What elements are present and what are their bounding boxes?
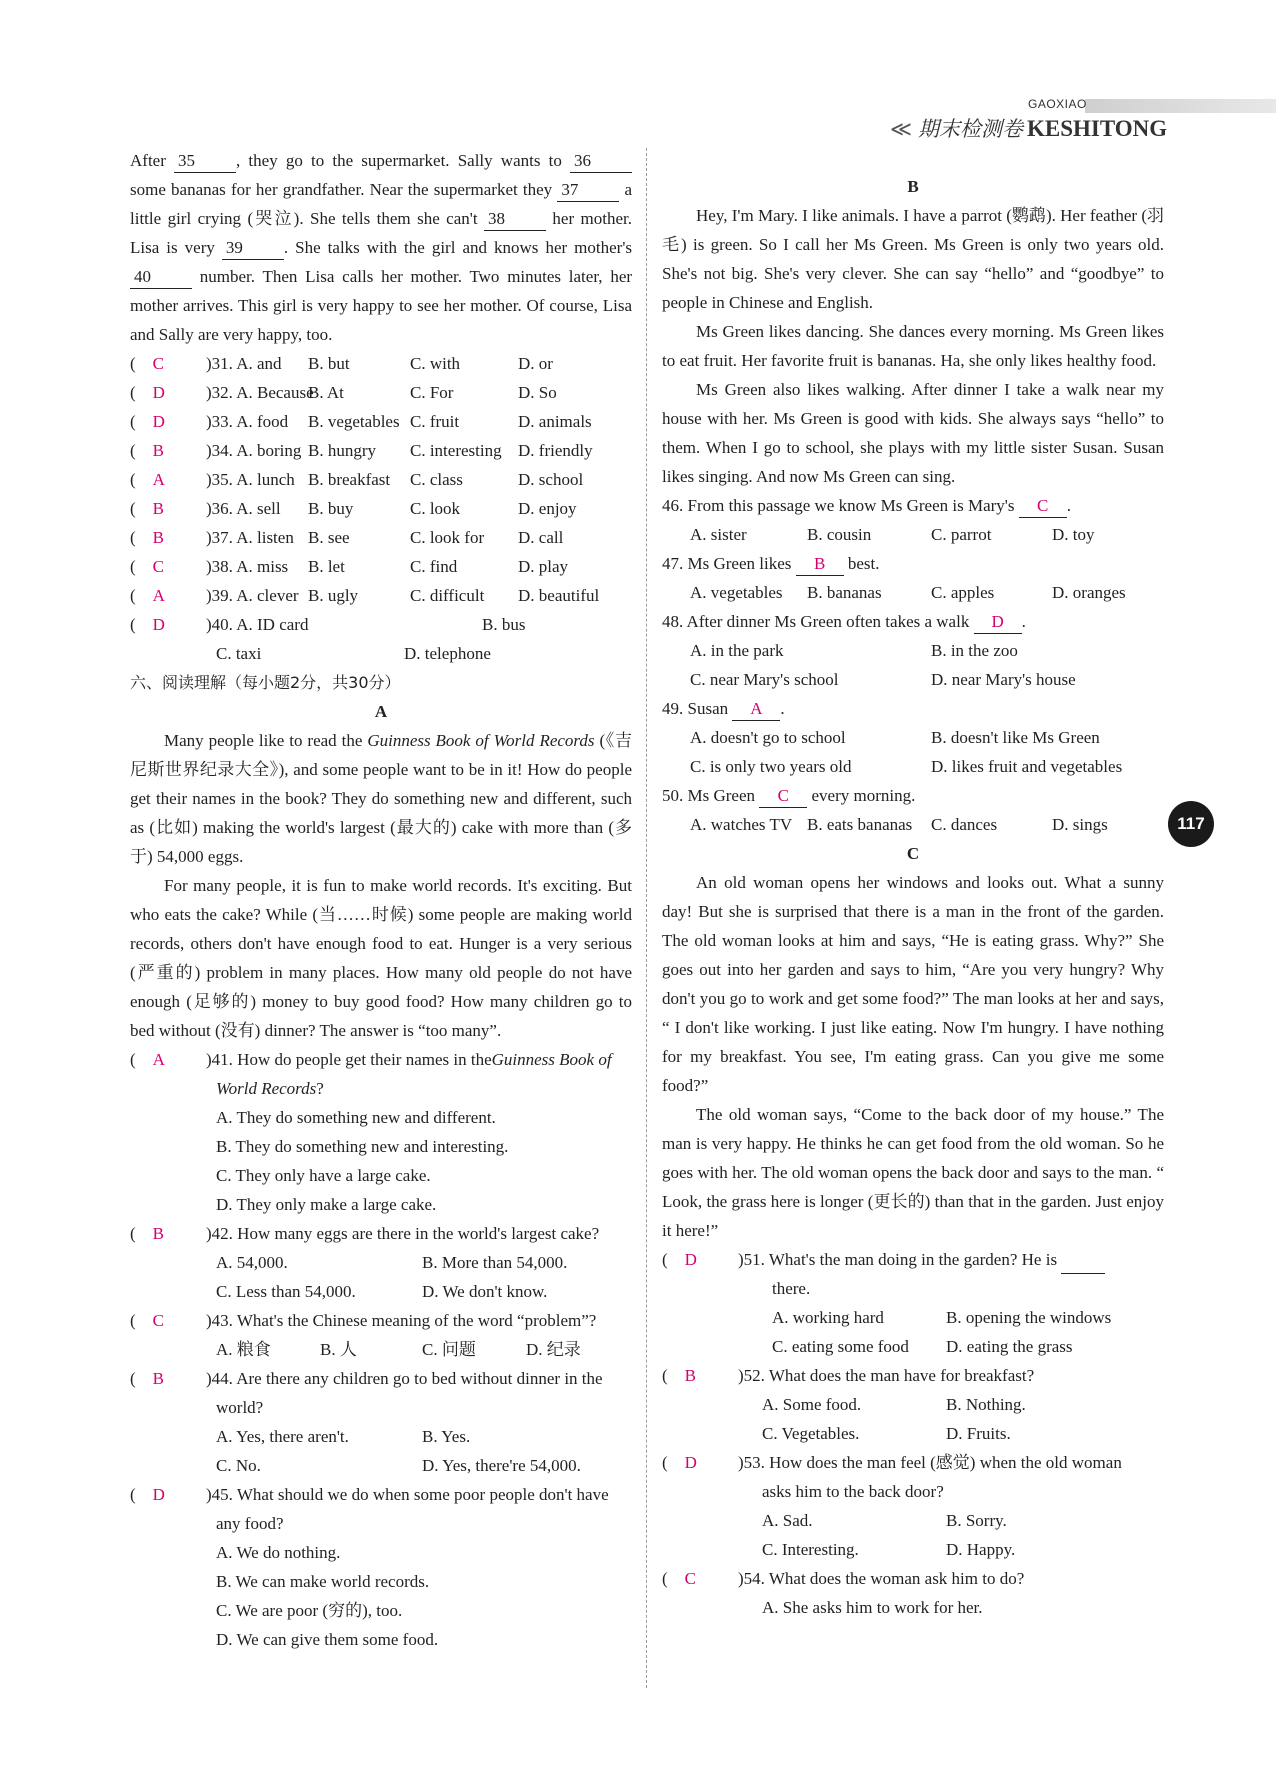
answer-paren: ( C — [130, 557, 165, 576]
option-d: D. Fruits. — [946, 1424, 1011, 1443]
answer-mark: B — [796, 553, 844, 576]
cloze-question-row — [130, 407, 632, 436]
question-stem-cont: asks him to the back door? — [762, 1482, 944, 1501]
cloze-question-list — [130, 349, 632, 610]
page-number-badge: 117 — [1168, 801, 1214, 847]
spacer — [130, 639, 216, 668]
cloze-text: After — [130, 151, 166, 170]
question-49: 49. Susan A . A. doesn't go to school B. doesn't like Ms Green C. is only two years old D. likes fruit and vegetables — [662, 694, 1164, 781]
cloze-blank-36: 36 — [570, 150, 632, 173]
option-a: A. They do something new and different. — [216, 1108, 496, 1127]
question-number: )37. A. listen — [206, 528, 294, 547]
option-c: C. No. — [216, 1456, 261, 1475]
answer-mark: C — [759, 785, 807, 808]
passage-a-paragraph-2: For many people, it is fun to make world records. It's exciting. But who eats the cake? While (当……时候) some people are making world records, others don't have enough food to eat. Hunger is a very serious (严重的) problem in many places. How many old people do not have enough (足够的) money to buy good food? How many children go to bed without (没有) dinner? The answer is “too many”. — [130, 876, 632, 1040]
answer-paren: ( A — [130, 1050, 165, 1069]
question-50 — [662, 781, 1164, 839]
option-b: B. ugly — [308, 586, 359, 605]
option-a: A. watches TV — [690, 815, 793, 834]
cloze-question-row — [130, 523, 632, 552]
cloze-question-row — [130, 378, 632, 407]
cloze-text: . She talks with the girl and knows — [283, 238, 539, 257]
section-title: 六、阅读理解（每小题2分，共30分） — [130, 673, 401, 692]
option-a: A. Yes, there aren't. — [216, 1427, 349, 1446]
option-b: B. Sorry. — [946, 1511, 1007, 1530]
passage-c-paragraph-1: An old woman opens her windows and looks out. What a sunny day! But she is surprised that there is a man in the front of the garden. The old woman looks at him and says, “He is eating grass. Why?” She goes out into her garden and says to him, “Are you very hungry? Why don't you go to work and get some food?” The man looks at her and says, “ I don't like working. I just like eating. Now I'm hungry. I have nothing for my breakfast. You see, I'm eating grass. Can you give me some food?” — [662, 873, 1164, 1095]
option-d: D. friendly — [518, 441, 593, 460]
option-b: B. They do something new and interesting. — [216, 1137, 509, 1156]
text: Many people like to read the — [164, 731, 368, 750]
option-c: C. taxi — [216, 644, 262, 663]
question-stem: 47. Ms Green likes — [662, 554, 792, 573]
question-46: 46. From this passage we know Ms Green is Mary's C . A. sister B. cousin C. parrot D. toy — [662, 491, 1164, 549]
passage-b-heading: B — [907, 177, 919, 196]
question-stem-cont — [130, 1074, 632, 1103]
option-d: D. likes fruit and vegetables — [931, 757, 1123, 776]
option-d: D. sings — [1052, 815, 1108, 834]
answer-mark: D — [152, 615, 165, 634]
option-b: B. At — [308, 383, 344, 402]
answer-mark: D — [974, 611, 1022, 634]
answer-paren: ( C — [130, 1311, 165, 1330]
question-number: )38. A. miss — [206, 557, 289, 576]
question-stem: best. — [847, 554, 880, 573]
option-d: D. toy — [1052, 525, 1095, 544]
option-b: B. vegetables — [308, 412, 400, 431]
answer-mark: B — [684, 1366, 697, 1385]
option-b: B. cousin — [807, 525, 872, 544]
answer-mark: B — [152, 1369, 165, 1388]
question-47 — [662, 549, 1164, 607]
cloze-blank-37: 37 — [557, 179, 619, 202]
cloze-text: a little girl crying (哭泣). She tells them she can't — [130, 180, 633, 228]
cloze-text: some bananas for her grandfather. Near the supermarket they — [130, 180, 553, 199]
cloze-passage — [130, 146, 632, 349]
option-d: D. animals — [518, 412, 592, 431]
answer-paren: ( B — [130, 499, 165, 518]
question-stem: )43. What's the Chinese meaning of the word “problem”? — [206, 1311, 597, 1330]
passage-a-paragraph-1 — [130, 726, 632, 871]
passage-c-paragraph-2: The old woman says, “Come to the back door of my house.” The man is very happy. He thinks he can get food from the old woman. So he goes with her. The old woman opens the back door and says to the man. “ Look, the grass here is longer (更长的) than that in the garden. Just enjoy it here!” — [662, 1105, 1164, 1240]
header-bar — [1085, 99, 1276, 113]
question-number: )32. A. Because — [206, 383, 314, 402]
cloze-blank-40: 40 — [130, 266, 192, 289]
answer-paren: ( C — [130, 354, 165, 373]
answer-mark: C — [152, 557, 165, 576]
option-d: D. near Mary's house — [931, 670, 1076, 689]
question-number: )36. A. sell — [206, 499, 281, 518]
answer-paren: ( B — [130, 1224, 165, 1243]
cloze-text: her mother. Lisa is very — [130, 209, 633, 257]
option-d: D. They only make a large cake. — [216, 1195, 437, 1214]
book-title: Guinness Book of World Records — [367, 731, 595, 750]
option-a: A. She asks him to work for her. — [762, 1598, 983, 1617]
question-45 — [130, 1480, 632, 1654]
answer-mark: A — [732, 698, 780, 721]
option-d: D. We can give them some food. — [216, 1630, 439, 1649]
answer-mark: D — [684, 1453, 697, 1472]
question-stem: )41. How do people get their names in the — [206, 1050, 492, 1069]
option-a: A. Sad. — [762, 1511, 813, 1530]
question-number: )31. A. and — [206, 354, 282, 373]
question-42 — [130, 1219, 632, 1306]
option-b: B. Yes. — [422, 1427, 471, 1446]
question-number: )40. A. ID card — [206, 615, 309, 634]
question-54 — [662, 1564, 1164, 1622]
answer-paren: ( D — [130, 412, 165, 431]
option-d: D. eating the grass — [946, 1337, 1073, 1356]
cloze-blank-38: 38 — [484, 208, 546, 231]
question-stem: )42. How many eggs are there in the world's largest cake? — [206, 1224, 600, 1243]
option-c: C. find — [410, 557, 458, 576]
question-number: )34. A. boring — [206, 441, 302, 460]
question-stem: )52. What does the man have for breakfast? — [738, 1366, 1035, 1385]
option-b: B. bananas — [807, 583, 882, 602]
chevron-left-icon: ≪ — [890, 117, 912, 141]
answer-mark: A — [152, 470, 165, 489]
question-stem: 48. After dinner Ms Green often takes a walk — [662, 612, 970, 631]
book-title: World Records — [216, 1079, 317, 1098]
option-d: D. school — [518, 470, 584, 489]
cloze-text: , they go to the supermarket. Sally wants to — [236, 151, 562, 170]
option-d: D. So — [518, 383, 557, 402]
cloze-question-row — [130, 581, 632, 610]
option-b: B. doesn't like Ms Green — [931, 728, 1100, 747]
spacer — [394, 610, 482, 639]
answer-paren: ( D — [130, 383, 165, 402]
option-b: B. 人 — [320, 1340, 357, 1359]
option-b: B. More than 54,000. — [422, 1253, 568, 1272]
option-d: D. We don't know. — [422, 1282, 548, 1301]
option-b: B. eats bananas — [807, 815, 913, 834]
answer-paren: ( D — [662, 1250, 697, 1269]
cloze-text: mother. Of course, Lisa and Sally are very happy, too. — [130, 296, 633, 344]
question-stem: 46. From this passage we know Ms Green is Mary's — [662, 496, 1015, 515]
option-b: B. hungry — [308, 441, 376, 460]
option-c: C. look for — [410, 528, 485, 547]
answer-paren: ( B — [130, 528, 165, 547]
option-d: D. 纪录 — [526, 1340, 581, 1359]
question-40 — [130, 610, 632, 668]
cloze-text: her mother's — [545, 238, 633, 257]
option-b: B. We can make world records. — [216, 1572, 430, 1591]
option-c: C. Vegetables. — [762, 1424, 860, 1443]
answer-paren: ( B — [130, 1369, 165, 1388]
option-c: C. difficult — [410, 586, 485, 605]
cloze-question-row — [130, 349, 632, 378]
passage-b-paragraph-2: Ms Green likes dancing. She dances every morning. Ms Green likes to eat fruit. Her favorite fruit is bananas. Ha, she only likes healthy food. — [662, 322, 1164, 370]
option-c: C. interesting — [410, 441, 502, 460]
option-d: D. call — [518, 528, 564, 547]
right-column — [662, 172, 1164, 1622]
left-column — [130, 146, 632, 1654]
option-d: D. beautiful — [518, 586, 600, 605]
answer-mark: C — [152, 354, 165, 373]
option-a: A. doesn't go to school — [690, 728, 846, 747]
option-d: D. play — [518, 557, 569, 576]
answer-paren: ( C — [662, 1569, 697, 1588]
book-title: Guinness Book of — [491, 1050, 612, 1069]
option-a: A. sister — [690, 525, 747, 544]
answer-paren: ( A — [130, 470, 165, 489]
answer-mark: A — [152, 586, 165, 605]
option-c: C. apples — [931, 583, 995, 602]
option-d: D. or — [518, 354, 553, 373]
cloze-question-row — [130, 552, 632, 581]
answer-blank — [1061, 1245, 1105, 1274]
option-c: C. fruit — [410, 412, 460, 431]
question-stem: )54. What does the woman ask him to do? — [738, 1569, 1025, 1588]
question-51 — [662, 1245, 1164, 1361]
answer-mark: D — [152, 1485, 165, 1504]
answer-mark: D — [684, 1250, 697, 1269]
passage-a-heading: A — [374, 702, 388, 721]
option-d: D. oranges — [1052, 583, 1126, 602]
option-c: C. eating some food — [772, 1337, 909, 1356]
answer-paren: ( D — [130, 615, 165, 634]
answer-paren: ( D — [130, 1485, 165, 1504]
option-b: B. opening the windows — [946, 1308, 1112, 1327]
cloze-question-row — [130, 436, 632, 465]
option-a: A. 粮食 — [216, 1340, 271, 1359]
option-a: A. vegetables — [690, 583, 783, 602]
option-b: B. Nothing. — [946, 1395, 1026, 1414]
question-stem: 50. Ms Green — [662, 786, 756, 805]
option-b: B. let — [308, 557, 345, 576]
answer-paren: ( B — [662, 1366, 697, 1385]
option-b: B. breakfast — [308, 470, 391, 489]
option-b: B. in the zoo — [931, 641, 1018, 660]
answer-paren: ( B — [130, 441, 165, 460]
header-title — [890, 113, 1167, 143]
answer-mark: B — [152, 1224, 165, 1243]
header-gaoxiao: GAOXIAO — [1028, 97, 1087, 111]
cloze-text: number. Then Lisa calls her mother. Two — [199, 267, 500, 286]
answer-mark: A — [152, 1050, 165, 1069]
option-a: A. working hard — [772, 1308, 884, 1327]
option-b: B. bus — [482, 615, 526, 634]
question-stem: )44. Are there any children go to bed without dinner in the — [206, 1369, 603, 1388]
option-c: C. We are poor (穷的), too. — [216, 1601, 403, 1620]
option-c: C. 问题 — [422, 1340, 476, 1359]
option-d: D. enjoy — [518, 499, 577, 518]
question-48: 48. After dinner Ms Green often takes a walk D . A. in the park B. in the zoo C. near Mary's school D. near Mary's house — [662, 607, 1164, 694]
option-c: C. with — [410, 354, 461, 373]
answer-mark: D — [152, 412, 165, 431]
answer-paren: ( D — [662, 1453, 697, 1472]
option-d: D. Yes, there're 54,000. — [422, 1456, 581, 1475]
answer-mark: B — [152, 441, 165, 460]
option-b: B. see — [308, 528, 350, 547]
question-stem: )45. What should we do when some poor people don't have — [206, 1485, 609, 1504]
question-53 — [662, 1448, 1164, 1564]
answer-mark: C — [152, 1311, 165, 1330]
option-c: C. dances — [931, 815, 998, 834]
column-divider — [646, 148, 647, 1688]
cloze-text: minutes later, her mother arrives. This girl is very happy to see her — [130, 267, 633, 315]
passage-b-paragraph-1: Hey, I'm Mary. I like animals. I have a parrot (鹦鹉). Her feather (羽毛) is green. So I call her Ms Green. Ms Green is only two years old. She's not big. She's very clever. She can say “hello” and “goodbye” to people in Chinese and English. — [662, 206, 1164, 312]
question-41 — [130, 1045, 632, 1219]
question-stem-cont: there. — [772, 1279, 811, 1298]
header-title-cn: 期末检测卷 — [917, 117, 1023, 141]
question-stem: )53. How does the man feel (感觉) when the old woman — [738, 1453, 1122, 1472]
cloze-question-row — [130, 494, 632, 523]
answer-paren: ( A — [130, 586, 165, 605]
question-stem: )51. What's the man doing in the garden? He is — [738, 1250, 1058, 1269]
option-c: C. Less than 54,000. — [216, 1282, 356, 1301]
question-number: )33. A. food — [206, 412, 289, 431]
answer-mark: B — [152, 499, 165, 518]
option-c: C. near Mary's school — [690, 670, 839, 689]
question-52 — [662, 1361, 1164, 1448]
header-brand: KESHITONG — [1026, 116, 1168, 141]
option-c: C. look — [410, 499, 461, 518]
option-d: D. Happy. — [946, 1540, 1016, 1559]
answer-mark: C — [684, 1569, 697, 1588]
question-stem: 49. Susan — [662, 699, 729, 718]
option-a: A. 54,000. — [216, 1253, 288, 1272]
cloze-question-row — [130, 465, 632, 494]
passage-b-paragraph-3: Ms Green also likes walking. After dinner I take a walk near my house with her. Ms Green is good with kids. She always says “hello” to them. When I go to school, she plays with my little sister Susan. Susan likes singing. And now Ms Green can sing. — [662, 380, 1164, 486]
option-a: A. in the park — [690, 641, 784, 660]
option-c: C. parrot — [931, 525, 992, 544]
text: (《吉尼斯世界纪录大全》), and some people want to be in it! How do people get their names in the book? They do something new and different, such as (比如) making the world's largest (最大的) cake with more than (多于) 54,000 eggs. — [130, 731, 632, 866]
question-43 — [130, 1306, 632, 1364]
option-c: C. Interesting. — [762, 1540, 859, 1559]
question-number: )35. A. lunch — [206, 470, 295, 489]
cloze-blank-39: 39 — [222, 237, 284, 260]
question-44 — [130, 1364, 632, 1480]
answer-mark: C — [1019, 495, 1067, 518]
question-stem-cont: world? — [216, 1398, 264, 1417]
option-b: B. buy — [308, 499, 354, 518]
option-c: C. They only have a large cake. — [216, 1166, 431, 1185]
answer-mark: B — [152, 528, 165, 547]
answer-mark: D — [152, 383, 165, 402]
option-a: A. Some food. — [762, 1395, 862, 1414]
option-c: C. is only two years old — [690, 757, 852, 776]
question-stem-cont: any food? — [216, 1514, 284, 1533]
passage-c-heading: C — [906, 844, 920, 863]
option-b: B. but — [308, 354, 350, 373]
option-c: C. For — [410, 383, 454, 402]
text: ? — [316, 1079, 324, 1098]
option-c: C. class — [410, 470, 463, 489]
option-d: D. telephone — [404, 644, 491, 663]
question-number: )39. A. clever — [206, 586, 299, 605]
option-a: A. We do nothing. — [216, 1543, 341, 1562]
question-stem: every morning. — [811, 786, 916, 805]
cloze-blank-35: 35 — [174, 150, 236, 173]
